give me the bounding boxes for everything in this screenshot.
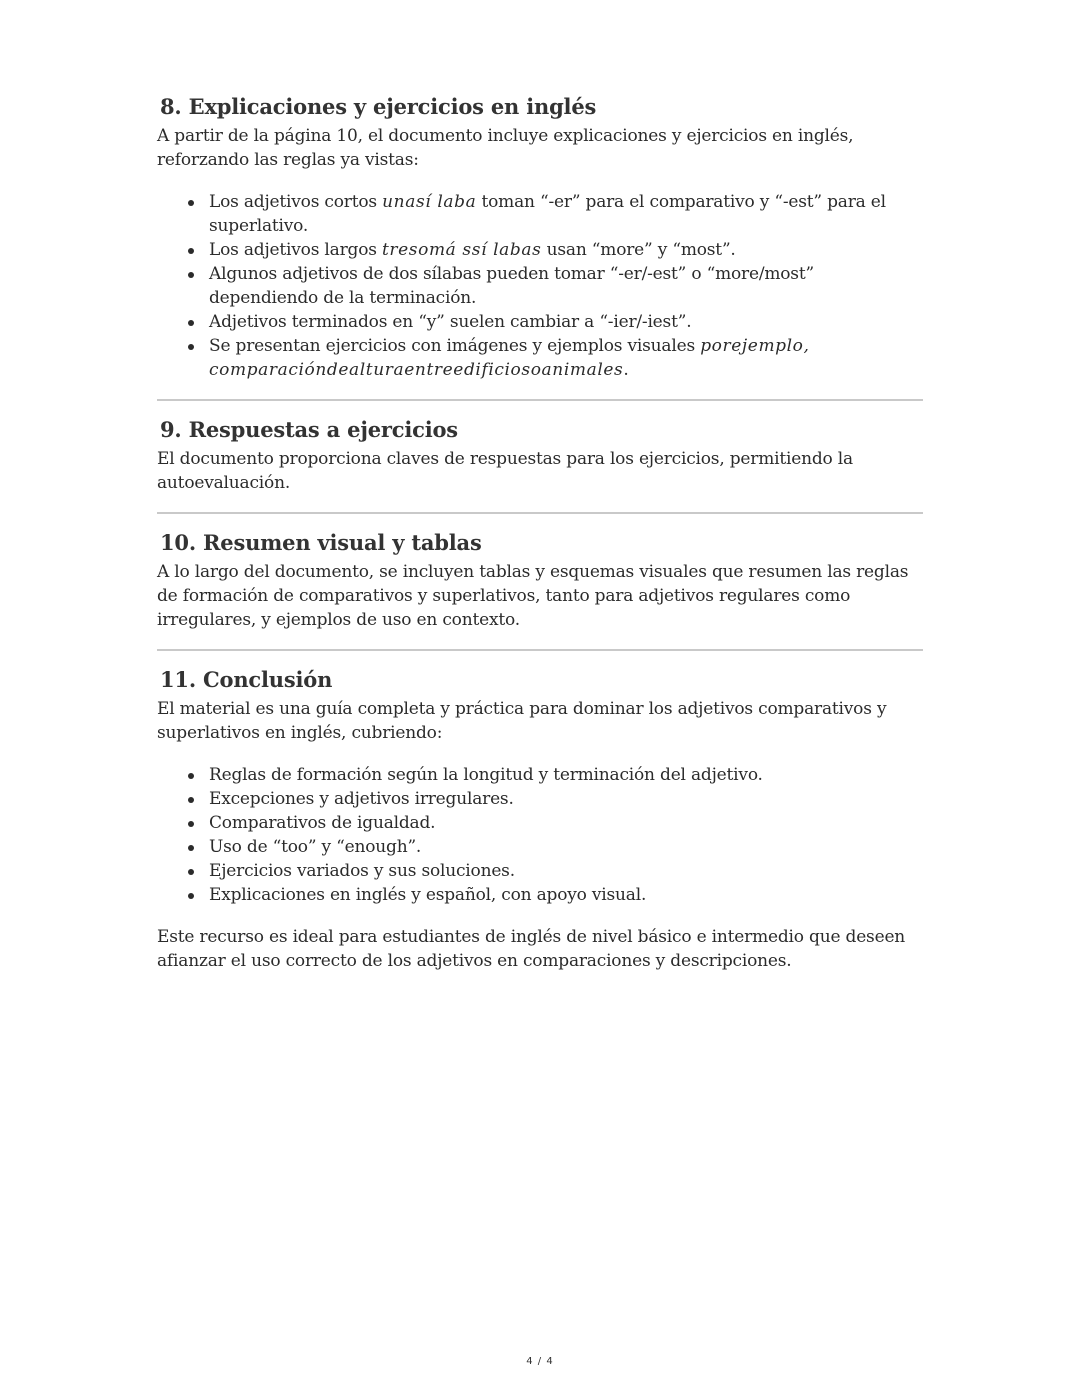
section-divider — [157, 399, 923, 401]
section-8 — [157, 92, 923, 382]
list-item: Los adjetivos cortos unasí laba toman “-er” para el comparativo y “-est” para el superlativo. — [209, 190, 923, 238]
list-item: Adjetivos terminados en “y” suelen cambiar a “-ier/-iest”. — [209, 310, 923, 334]
list-item: Ejercicios variados y sus soluciones. — [209, 859, 923, 883]
list-item: Explicaciones en inglés y español, con apoyo visual. — [209, 883, 923, 907]
section-8-heading: 8. Explicaciones y ejercicios en inglés — [160, 94, 597, 119]
section-10 — [157, 528, 923, 632]
section-8-intro: A partir de la página 10, el documento incluye explicaciones y ejercicios en inglés, reforzando las reglas ya vistas: — [157, 126, 854, 170]
page-number: 4 / 4 — [526, 1356, 554, 1367]
section-11-intro: El material es una guía completa y práctica para dominar los adjetivos comparativos y superlativos en inglés, cubriendo: — [157, 699, 887, 743]
section-11-list — [157, 763, 923, 907]
section-divider — [157, 649, 923, 651]
list-item: Se presentan ejercicios con imágenes y ejemplos visuales porejemplo, comparacióndealturaentreedificiosoanimales. — [209, 334, 923, 382]
section-9 — [157, 415, 923, 495]
section-8-list — [157, 190, 923, 382]
section-10-heading: 10. Resumen visual y tablas — [160, 530, 482, 555]
section-11-closing: Este recurso es ideal para estudiantes de inglés de nivel básico e intermedio que deseen afianzar el uso correcto de los adjetivos en comparaciones y descripciones. — [157, 927, 906, 971]
math-inline: unasí laba — [382, 192, 477, 212]
list-item: Uso de “too” y “enough”. — [209, 835, 923, 859]
list-item: Excepciones y adjetivos irregulares. — [209, 787, 923, 811]
section-11-heading: 11. Conclusión — [160, 667, 333, 692]
section-11 — [157, 665, 923, 973]
section-10-body: A lo largo del documento, se incluyen tablas y esquemas visuales que resumen las reglas de formación de comparativos y superlativos, tanto para adjetivos regulares como irregulares, y ejemplos de uso en contexto. — [157, 562, 909, 630]
list-item: Reglas de formación según la longitud y terminación del adjetivo. — [209, 763, 923, 787]
math-inline: porejemplo, comparacióndealturaentreedificiosoanimales — [209, 336, 810, 380]
section-9-heading: 9. Respuestas a ejercicios — [160, 417, 458, 442]
list-item: Los adjetivos largos tresomá ssí labas usan “more” y “most”. — [209, 238, 923, 262]
section-9-body: El documento proporciona claves de respuestas para los ejercicios, permitiendo la autoevaluación. — [157, 449, 853, 493]
section-divider — [157, 512, 923, 514]
list-item: Algunos adjetivos de dos sílabas pueden tomar “-er/-est” o “more/most” dependiendo de la terminación. — [209, 262, 923, 310]
math-inline: tresomá ssí labas — [381, 240, 542, 260]
document-page — [157, 92, 923, 973]
list-item: Comparativos de igualdad. — [209, 811, 923, 835]
